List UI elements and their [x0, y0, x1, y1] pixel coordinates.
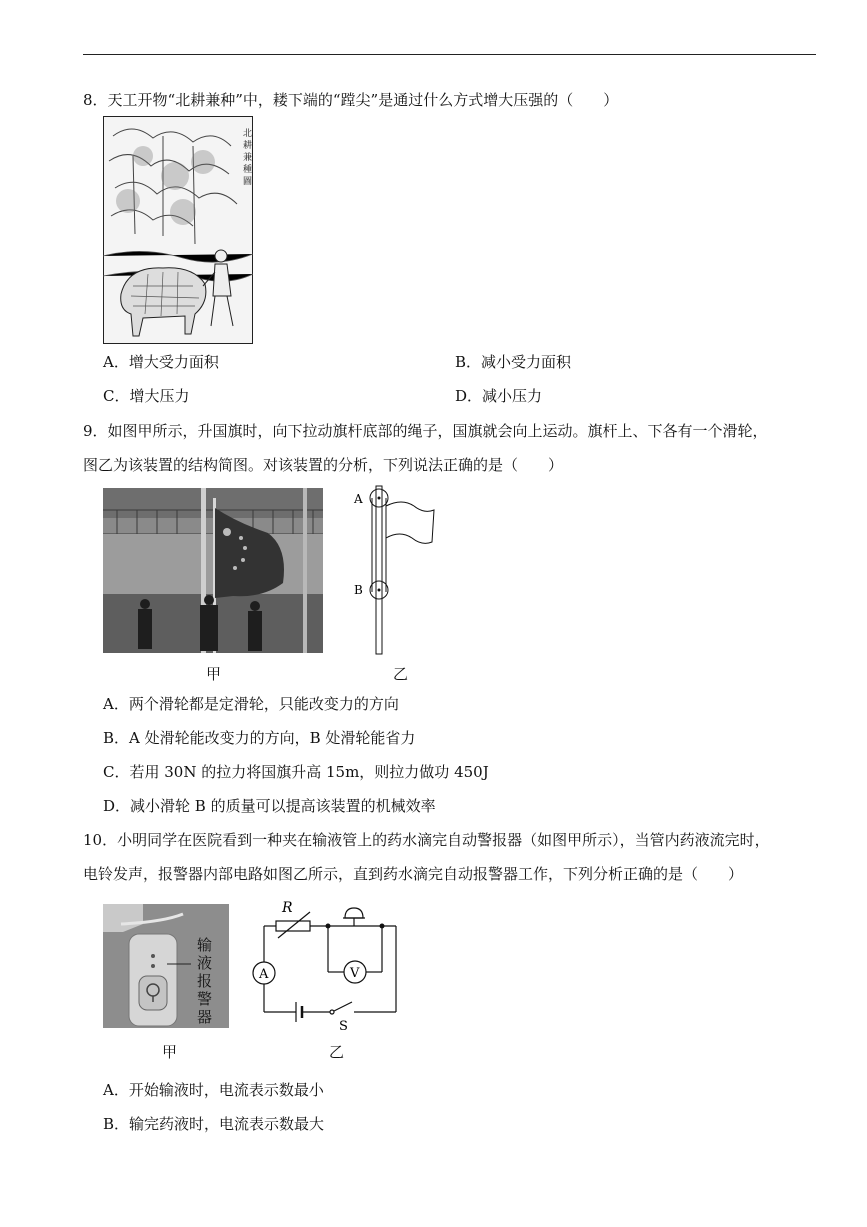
- device-label-char: 液: [197, 954, 213, 972]
- svg-text:圖: 圖: [243, 177, 253, 187]
- voltmeter-label: V: [350, 966, 360, 981]
- resistor-label: R: [282, 900, 293, 916]
- q10-stem-line1: 10．小明同学在医院看到一种夹在输液管上的药水滴完自动警报器（如图甲所示），当管内药液流完时，: [83, 831, 770, 849]
- q9-fig-yi-label: 乙: [393, 665, 409, 683]
- q9-fig-jia-label: 甲: [206, 665, 222, 683]
- q10-option-a[interactable]: A．开始输液时，电流表示数最小: [103, 1081, 324, 1099]
- svg-text:種: 種: [243, 165, 253, 175]
- q10-circuit-diagram: [244, 898, 404, 1042]
- svg-text:兼: 兼: [243, 153, 253, 163]
- svg-text:耕: 耕: [243, 141, 253, 151]
- q8-option-b[interactable]: B．减小受力面积: [455, 353, 572, 371]
- pulley-a-label: A: [354, 492, 363, 506]
- q8-stem: 8．天工开物“北耕兼种”中，耧下端的“蹚尖”是通过什么方式增大压强的（ ）: [83, 91, 619, 109]
- device-label-char: 警: [197, 990, 213, 1008]
- q10-fig-yi-label: 乙: [329, 1043, 345, 1061]
- device-label-char: 报: [197, 972, 213, 990]
- q8-option-d[interactable]: D．减小压力: [455, 387, 543, 405]
- q9-stem-line2: 图乙为该装置的结构简图。对该装置的分析，下列说法正确的是（ ）: [83, 456, 564, 474]
- q8-woodblock-image: [103, 116, 253, 348]
- q10-stem-line2: 电铃发声，报警器内部电路如图乙所示，直到药水滴完自动报警器工作，下列分析正确的是（ ）: [83, 865, 744, 883]
- q9-stem-line1: 9．如图甲所示，升国旗时，向下拉动旗杆底部的绳子，国旗就会向上运动。旗杆上、下各有一个滑轮，: [83, 422, 768, 440]
- q9-pulley-diagram: [350, 484, 440, 663]
- q10-fig-jia-label: 甲: [162, 1043, 178, 1061]
- q9-option-d[interactable]: D．减小滑轮 B 的质量可以提高该装置的机械效率: [103, 797, 436, 815]
- q9-option-a[interactable]: A．两个滑轮都是定滑轮，只能改变力的方向: [103, 695, 399, 713]
- switch-label: S: [339, 1019, 348, 1034]
- q10-option-b[interactable]: B．输完药液时，电流表示数最大: [103, 1115, 325, 1133]
- pulley-b-label: B: [354, 583, 363, 597]
- q10-device-photo: [103, 904, 229, 1032]
- q9-option-c[interactable]: C．若用 30N 的拉力将国旗升高 15m，则拉力做功 450J: [103, 763, 489, 781]
- device-label-char: 输: [197, 936, 213, 954]
- q8-option-a[interactable]: A．增大受力面积: [103, 353, 219, 371]
- ammeter-label: A: [259, 967, 269, 982]
- device-label-char: 器: [197, 1008, 213, 1026]
- header-rule: [83, 54, 816, 55]
- q8-option-c[interactable]: C．增大压力: [103, 387, 190, 405]
- q9-flag-photo: [103, 488, 323, 657]
- q9-option-b[interactable]: B．A 处滑轮能改变力的方向，B 处滑轮能省力: [103, 729, 416, 747]
- q8-image-title-char: 北: [243, 129, 253, 139]
